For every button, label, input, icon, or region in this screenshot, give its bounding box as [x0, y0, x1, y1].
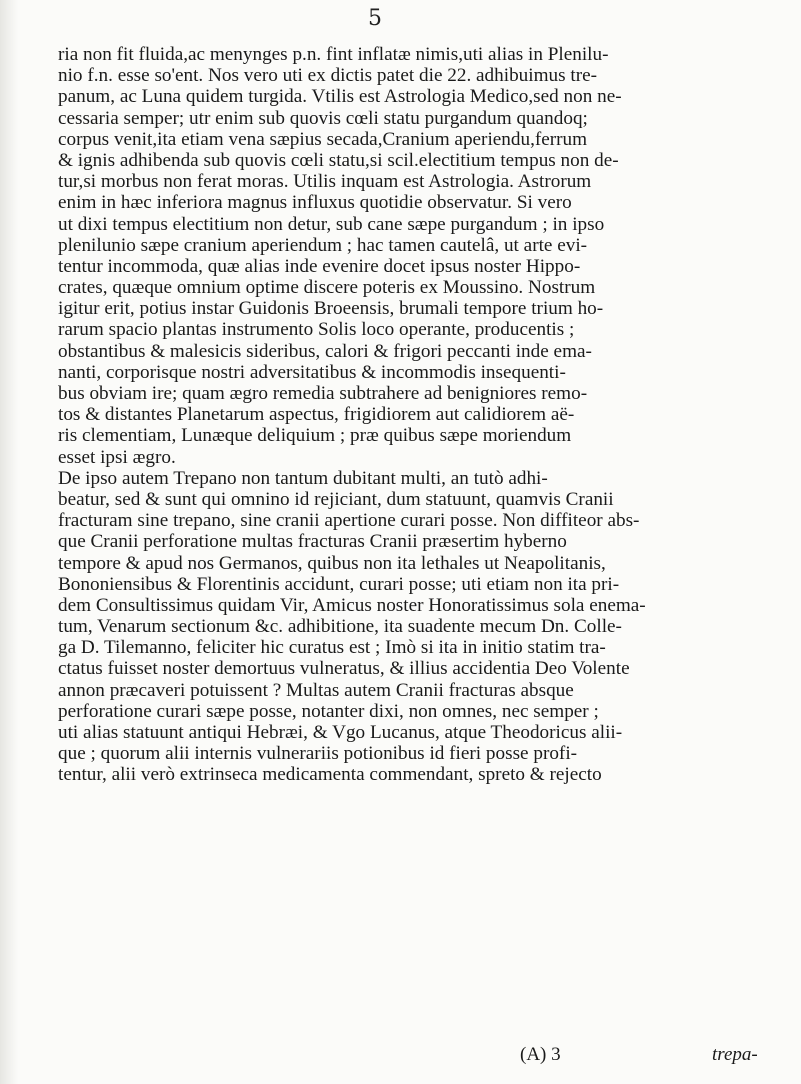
body-text [58, 44, 778, 786]
text-line: tentur incommoda, quæ alias inde evenire docet ipsus noster Hippo- [58, 255, 581, 277]
text-line: annon præcaveri potuissent ? Multas autem Cranii fracturas absque [58, 679, 574, 701]
text-line: uti alias statuunt antiqui Hebræi, & Vgo Lucanus, atque Theodoricus alii- [58, 722, 623, 743]
text-line: tos & distantes Planetarum aspectus, frigidiorem aut calidiorem aë- [58, 404, 575, 426]
text-line: nio f.n. esse so'ent. Nos vero uti ex dictis patet die 22. adhibuimus tre- [58, 65, 598, 87]
text-line: tempore & apud nos Germanos, quibus non ita lethales ut Neapolitanis, [58, 552, 606, 574]
text-line: bus obviam ire; quam ægro remedia subtrahere ad benigniores remo- [58, 383, 588, 404]
text-line: obstantibus & malesicis sideribus, calori & frigori peccanti inde ema- [58, 340, 592, 362]
text-line: perforatione curari sæpe posse, notanter dixi, non omnes, nec semper ; [58, 700, 599, 722]
text-line: igitur erit, potius instar Guidonis Broeensis, brumali tempore trium ho- [58, 298, 604, 320]
text-line: ria non fit fluida,ac menynges p.n. fint inflatæ nimis,uti alias in Plenilu- [58, 44, 609, 65]
text-line: ris clementiam, Lunæque deliquium ; præ quibus sæpe moriendum [58, 425, 572, 447]
gutter-shadow [0, 0, 18, 1084]
text-line: ctatus fuisset noster demortuus vulneratus, & illius accidentia Deo Volente [58, 658, 630, 680]
text-line: beatur, sed & sunt qui omnino id rejiciant, dum statuunt, quamvis Cranii [58, 488, 614, 510]
text-line: crates, quæque omnium optime discere poteris ex Moussino. Nostrum [58, 277, 596, 299]
text-line: ga D. Tilemanno, feliciter hic curatus est ; Imò si ita in initio statim tra- [58, 637, 606, 659]
page-mark: 5 [368, 6, 382, 31]
text-line: tur,si morbus non ferat moras. Utilis inquam est Astrologia. Astrorum [58, 171, 592, 193]
text-line: dem Consultissimus quidam Vir, Amicus noster Honoratissimus sola enema- [58, 594, 646, 616]
text-line: tum, Venarum sectionum &c. adhibitione, ita suadente mecum Dn. Colle- [58, 616, 622, 638]
text-line: ut dixi tempus electitium non detur, sub cane sæpe purgandum ; in ipso [58, 213, 605, 235]
text-line: que ; quorum alii internis vulnerariis potionibus id fieri posse profi- [58, 743, 578, 765]
text-line: plenilunio sæpe cranium aperiendum ; hac tamen cautelâ, ut arte evi- [58, 234, 588, 256]
text-line: esset ipsi ægro. [58, 446, 176, 468]
text-line: fracturam sine trepano, sine cranii apertione curari posse. Non diffiteor abs- [58, 510, 640, 532]
text-line: Bononiensibus & Florentinis accidunt, curari posse; uti etiam non ita pri- [58, 573, 620, 595]
text-line: tentur, alii verò extrinseca medicamenta commendant, spreto & rejecto [58, 764, 602, 786]
text-line: De ipso autem Trepano non tantum dubitant multi, an tutò adhi- [58, 467, 548, 489]
text-line: enim in hæc inferiora magnus influxus quotidie observatur. Si vero [58, 192, 572, 214]
text-line: panum, ac Luna quidem turgida. Vtilis est Astrologia Medico,sed non ne- [58, 86, 622, 108]
text-line: rarum spacio plantas instrumento Solis loco operante, producentis ; [58, 319, 575, 341]
text-line: cessaria semper; utr enim sub quovis cœli statu purgandum quandoq; [58, 107, 588, 129]
text-line: & ignis adhibenda sub quovis cœli statu,si scil.electitium tempus non de- [58, 149, 619, 171]
text-line: corpus venit,ita etiam vena sæpius secada,Cranium aperiendu,ferrum [58, 128, 588, 150]
text-line: nanti, corporisque nostri adversitatibus & incommodis insequenti- [58, 361, 566, 383]
text-line: que Cranii perforatione multas fracturas Cranii præsertim hyberno [58, 531, 567, 553]
signature-mark: (A) 3 [520, 1044, 561, 1065]
catchword: trepa- [712, 1044, 758, 1065]
